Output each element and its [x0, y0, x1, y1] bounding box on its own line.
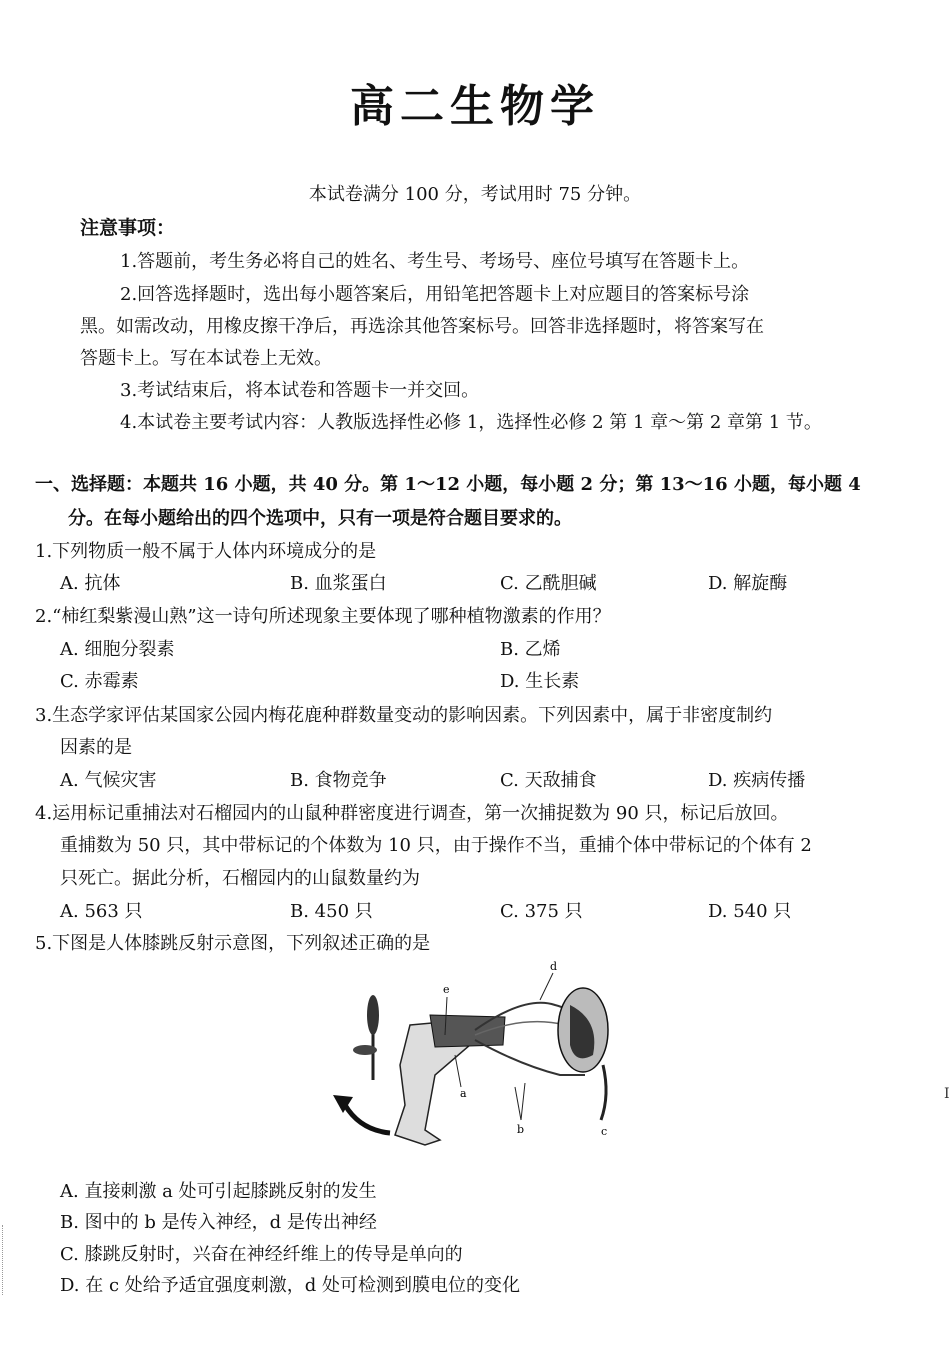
section-heading: 一、选择题：本题共 16 小题，共 40 分。第 1～12 小题，每小题 2 分；第 13～16 小题，每小题 4	[35, 474, 861, 495]
option-a: A. 气候灾害	[60, 770, 157, 791]
option-b: B. 450 只	[290, 901, 373, 922]
option-b: B. 食物竞争	[290, 770, 387, 791]
notice-item: 答题卡上。写在本试卷上无效。	[80, 348, 332, 369]
notice-item: 4.本试卷主要考试内容：人教版选择性必修 1，选择性必修 2 第 1 章～第 2 章第 1 节。	[120, 412, 822, 433]
label-d: d	[550, 960, 558, 973]
option-d: D. 疾病传播	[708, 770, 806, 791]
margin-mark: I	[944, 1086, 950, 1102]
option-c: C. 膝跳反射时，兴奋在神经纤维上的传导是单向的	[60, 1244, 463, 1265]
label-e: e	[443, 983, 450, 996]
option-b: B. 乙烯	[500, 639, 561, 660]
leader-a	[455, 1055, 461, 1087]
exam-meta: 本试卷满分 100 分，考试用时 75 分钟。	[308, 184, 642, 205]
notice-heading: 注意事项：	[80, 217, 176, 239]
label-a: a	[460, 1087, 467, 1100]
option-a: A. 直接刺激 a 处可引起膝跳反射的发生	[60, 1181, 377, 1202]
notice-item: 黑。如需改动，用橡皮擦干净后，再选涂其他答案标号。回答非选择题时，将答案写在	[80, 316, 764, 337]
option-c: C. 375 只	[500, 901, 583, 922]
page-title: 高二生物学	[350, 81, 600, 132]
leader-d	[540, 973, 553, 1000]
option-a: A. 抗体	[60, 573, 121, 594]
option-c: C. 天敌捕食	[500, 770, 597, 791]
leader-b2	[521, 1083, 525, 1120]
notice-item: 1.答题前，考生务必将自己的姓名、考生号、考场号、座位号填写在答题卡上。	[120, 251, 750, 272]
question-stem-cont: 因素的是	[60, 737, 132, 758]
option-c: C. 乙酰胆碱	[500, 573, 597, 594]
nerve-c	[601, 1065, 606, 1120]
option-a: A. 细胞分裂素	[60, 639, 175, 660]
swing-arrow	[345, 1105, 390, 1133]
question-stem: 3.生态学家评估某国家公园内梅花鹿种群数量变动的影响因素。下列因素中，属于非密度制约	[35, 705, 773, 726]
question-stem: 1.下列物质一般不属于人体内环境成分的是	[35, 541, 377, 562]
question-stem-cont: 重捕数为 50 只，其中带标记的个体数为 10 只，由于操作不当，重捕个体中带标记的个体有 2	[60, 835, 812, 856]
question-stem: 4.运用标记重捕法对石榴园内的山鼠种群密度进行调查，第一次捕捉数为 90 只，标记后放回。	[35, 803, 789, 824]
notice-item: 2.回答选择题时，选出每小题答案后，用铅笔把答题卡上对应题目的答案标号涂	[120, 284, 750, 305]
reflex-hammer	[353, 995, 379, 1080]
label-b: b	[517, 1123, 525, 1136]
option-d: D. 在 c 处给予适宜强度刺激，d 处可检测到膜电位的变化	[60, 1275, 520, 1296]
binding-dots	[2, 1225, 5, 1295]
question-stem: 2.“柿红梨紫漫山熟”这一诗句所述现象主要体现了哪种植物激素的作用？	[35, 606, 611, 627]
option-d: D. 生长素	[500, 671, 580, 692]
option-c: C. 赤霉素	[60, 671, 139, 692]
question-stem-cont: 只死亡。据此分析，石榴园内的山鼠数量约为	[60, 868, 420, 889]
leader-b1	[515, 1087, 521, 1120]
option-b: B. 血浆蛋白	[290, 573, 387, 594]
option-a: A. 563 只	[60, 901, 143, 922]
option-d: D. 540 只	[708, 901, 792, 922]
knee-jerk-reflex-diagram	[325, 955, 625, 1155]
question-stem: 5.下图是人体膝跳反射示意图，下列叙述正确的是	[35, 933, 431, 954]
quadriceps-muscle	[430, 1015, 505, 1047]
section-heading-cont: 分。在每小题给出的四个选项中，只有一项是符合题目要求的。	[68, 508, 572, 529]
option-b: B. 图中的 b 是传入神经，d 是传出神经	[60, 1212, 377, 1233]
label-c: c	[601, 1125, 608, 1138]
option-d: D. 解旋酶	[708, 573, 788, 594]
notice-item: 3.考试结束后，将本试卷和答题卡一并交回。	[120, 380, 480, 401]
